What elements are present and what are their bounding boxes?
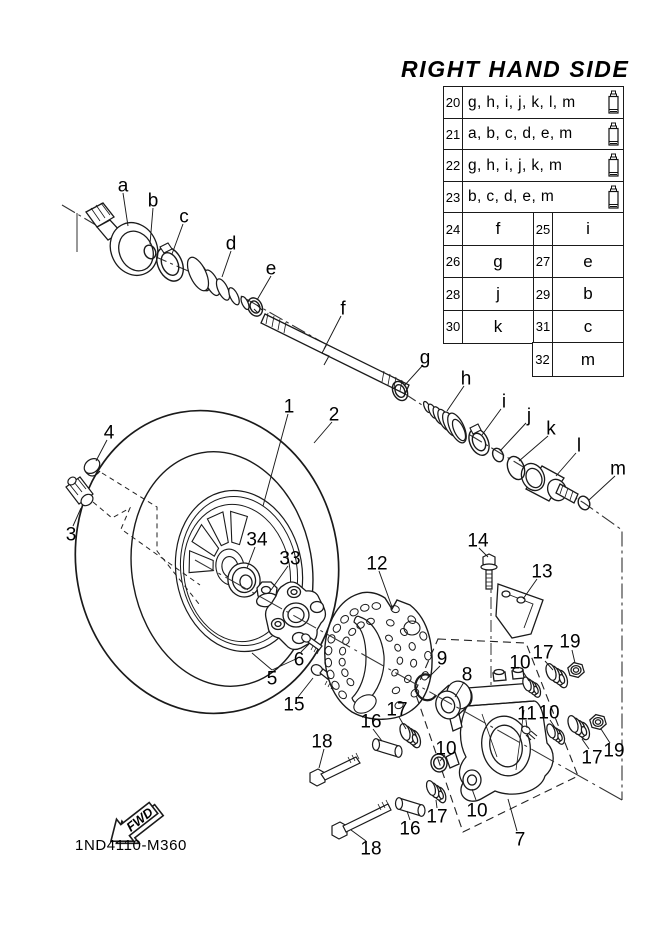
- grease-tube-icon: [607, 119, 620, 150]
- grease-tube-icon: [607, 185, 620, 210]
- legend-ref-number: 32: [533, 343, 553, 376]
- legend-letter: f: [495, 219, 501, 238]
- callout-33: 33: [279, 548, 301, 570]
- part-4-valve-cap: [81, 456, 102, 477]
- part-18-pivot-bolt-lower: [332, 800, 391, 839]
- part-19-nut: [590, 715, 606, 730]
- legend-letter-list: b, c, d, e, m: [468, 188, 555, 205]
- callout-10: 10: [509, 652, 531, 674]
- callout-14: 14: [467, 530, 489, 552]
- legend-row-24-25: [443, 212, 624, 246]
- callout-16: 16: [360, 711, 382, 733]
- legend-row-32: [532, 342, 624, 377]
- grease-application-legend-table: [443, 86, 624, 377]
- legend-ref-number: 27: [533, 246, 553, 278]
- part-d-cv-boot: [183, 254, 250, 310]
- callout-13: 13: [531, 561, 553, 583]
- callout-e: e: [265, 258, 277, 280]
- callout-17: 17: [532, 642, 554, 664]
- legend-letter: e: [583, 251, 593, 271]
- callout-17: 17: [386, 699, 408, 721]
- part-i-boot-band: [465, 424, 493, 458]
- callout-c: c: [179, 206, 189, 228]
- part-l-inner-cv-joint: [517, 460, 578, 504]
- legend-letter: g: [493, 251, 503, 271]
- grease-tube-icon: [607, 87, 620, 118]
- callout-9: 9: [436, 648, 448, 670]
- callout-4: 4: [103, 422, 115, 444]
- callout-10: 10: [538, 702, 560, 724]
- legend-row-20: [443, 86, 624, 119]
- callout-10: 10: [435, 738, 457, 760]
- grease-tube-icon: [607, 153, 620, 178]
- part-h-cv-boot: [422, 400, 470, 445]
- callout-1: 1: [283, 396, 295, 418]
- legend-ref-number: 29: [533, 278, 553, 310]
- legend-ref-number: 31: [533, 311, 553, 343]
- callout-17: 17: [426, 806, 448, 828]
- part-14-flange-bolt: [481, 554, 497, 589]
- callout-16: 16: [399, 818, 421, 840]
- callout-h: h: [460, 368, 472, 390]
- legend-row-21: [443, 118, 624, 151]
- page-title: RIGHT HAND SIDE: [401, 56, 630, 82]
- callout-5: 5: [266, 668, 278, 690]
- legend-row-23: [443, 181, 624, 214]
- callout-g: g: [419, 347, 431, 369]
- legend-ref-number: 21: [444, 119, 463, 150]
- legend-ref-number: 30: [444, 311, 463, 343]
- callout-2: 2: [328, 404, 340, 426]
- legend-ref-number: 24: [444, 213, 463, 245]
- callout-11: 11: [517, 703, 537, 725]
- part-13-bracket: [496, 584, 543, 638]
- callout-7: 7: [514, 829, 526, 851]
- legend-letter: c: [583, 316, 593, 336]
- legend-row-26-27: [443, 245, 624, 279]
- legend-letter: k: [493, 316, 503, 336]
- legend-row-30-31: [443, 310, 624, 344]
- grease-tube-icon: [607, 150, 620, 181]
- legend-row-28-29: [443, 277, 624, 311]
- callout-k: k: [546, 418, 556, 440]
- legend-ref-number: 26: [444, 246, 463, 278]
- part-17-seal: [566, 714, 591, 741]
- legend-ref-number: 22: [444, 150, 463, 181]
- part-10-bushing: [521, 676, 542, 698]
- legend-letter-list: g, h, i, j, k, l, m: [468, 93, 576, 111]
- plate-large-hole: [404, 621, 420, 635]
- part-17-seal: [544, 662, 569, 689]
- part-18-pivot-bolt-upper: [310, 753, 360, 786]
- part-12-brake-guard-plate: [324, 592, 432, 719]
- callout-j: j: [526, 405, 532, 427]
- callout-3: 3: [65, 524, 77, 546]
- legend-letter: m: [580, 349, 596, 369]
- grease-tube-icon: [607, 90, 620, 115]
- legend-ref-number: 28: [444, 278, 463, 310]
- part-3-valve-stem: [66, 475, 95, 508]
- legend-letter-list: g, h, i, j, k, m: [468, 156, 563, 174]
- legend-letter-list: a, b, c, d, e, m: [468, 125, 573, 142]
- part-19-nut: [568, 663, 584, 678]
- part-16-collar-upper: [373, 739, 403, 758]
- drawing-part-number: 1ND4110-M360: [75, 837, 187, 854]
- legend-ref-number: 23: [444, 182, 463, 213]
- legend-ref-number: 25: [533, 213, 553, 245]
- callout-17: 17: [581, 747, 603, 769]
- callout-i: i: [501, 391, 507, 413]
- callout-6: 6: [293, 649, 305, 671]
- callout-a: a: [117, 175, 129, 197]
- callout-18: 18: [360, 838, 382, 860]
- legend-letter: b: [583, 284, 593, 303]
- part-16-collar-lower: [396, 798, 426, 817]
- callout-l: l: [576, 435, 582, 457]
- callout-15: 15: [283, 694, 305, 716]
- part-f-axle-shaft: [254, 305, 409, 394]
- callout-m: m: [610, 458, 626, 480]
- callout-f: f: [340, 298, 346, 320]
- legend-letter: j: [496, 284, 500, 303]
- callout-19: 19: [559, 631, 581, 653]
- callout-b: b: [147, 190, 159, 212]
- fwd-label: FWD: [123, 804, 156, 835]
- callout-19: 19: [603, 740, 625, 762]
- legend-ref-number: 20: [444, 87, 463, 118]
- legend-letter: i: [586, 219, 590, 238]
- callout-8: 8: [461, 664, 473, 686]
- legend-row-22: [443, 149, 624, 182]
- part-17-seal: [398, 722, 422, 749]
- part-10-bushing: [545, 723, 566, 745]
- callout-18: 18: [311, 731, 333, 753]
- grease-tube-icon: [607, 182, 620, 213]
- grease-tube-icon: [607, 122, 620, 147]
- callout-12: 12: [366, 553, 388, 575]
- callout-10: 10: [466, 800, 488, 822]
- callout-d: d: [225, 233, 237, 255]
- callout-34: 34: [246, 529, 268, 551]
